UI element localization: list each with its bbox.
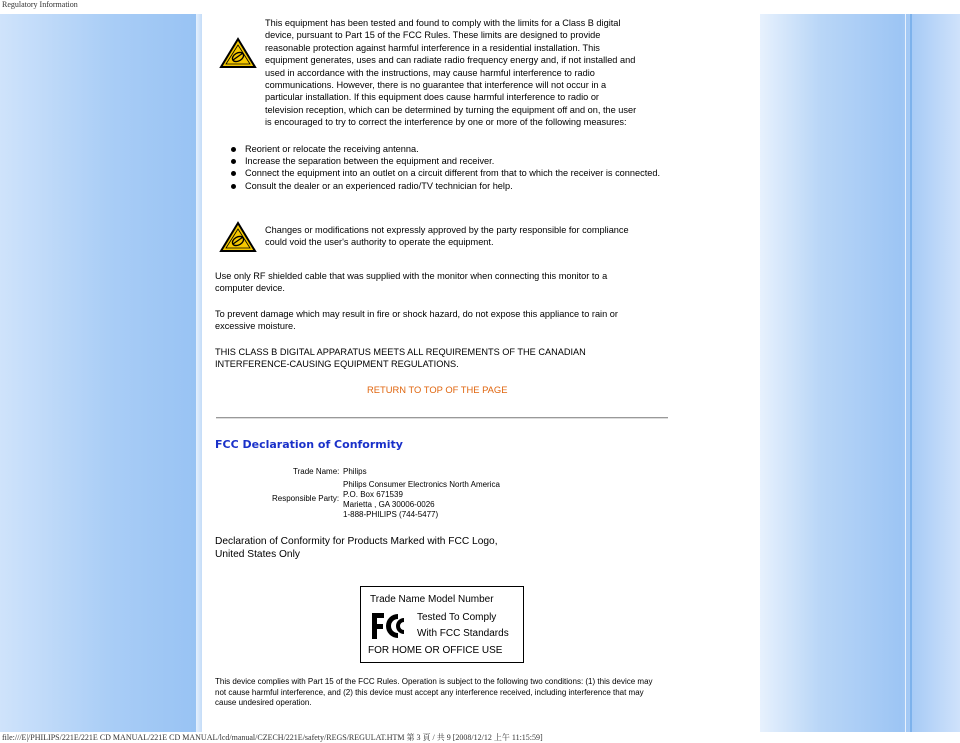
- warning-icon: [219, 37, 257, 69]
- list-item: Reorient or relocate the receiving antenna.: [231, 143, 661, 155]
- fcc-declaration-title: FCC Declaration of Conformity: [215, 438, 403, 451]
- fcc-logo-icon: [370, 611, 410, 641]
- warning-icon: [219, 221, 257, 253]
- measures-list: [231, 143, 661, 192]
- file-path-footer: file:///E|/PHILIPS/221E/221E CD MANUAL/221E CD MANUAL/lcd/manual/CZECH/221E/safety/REGS/REGULAT.HTM 第 3 頁 / 共 9 [2008/12/12 上午 11:15:59]: [2, 733, 543, 742]
- right-decorative-stripe: [760, 14, 960, 732]
- browser-page-title: Regulatory Information: [2, 0, 78, 9]
- list-item: Connect the equipment into an outlet on a circuit different from that to which the receiver is connected.: [231, 167, 661, 179]
- fcc-logo-label: Trade Name Model Number Tested To Comply With FCC Standards FOR HOME OR OFFICE USE: [360, 586, 524, 663]
- return-to-top-link[interactable]: RETURN TO TOP OF THE PAGE: [367, 384, 508, 395]
- list-item: Consult the dealer or an experienced radio/TV technician for help.: [231, 180, 661, 192]
- list-item: Increase the separation between the equipment and receiver.: [231, 155, 661, 167]
- divider: [216, 417, 668, 419]
- left-decorative-stripe: [0, 14, 202, 732]
